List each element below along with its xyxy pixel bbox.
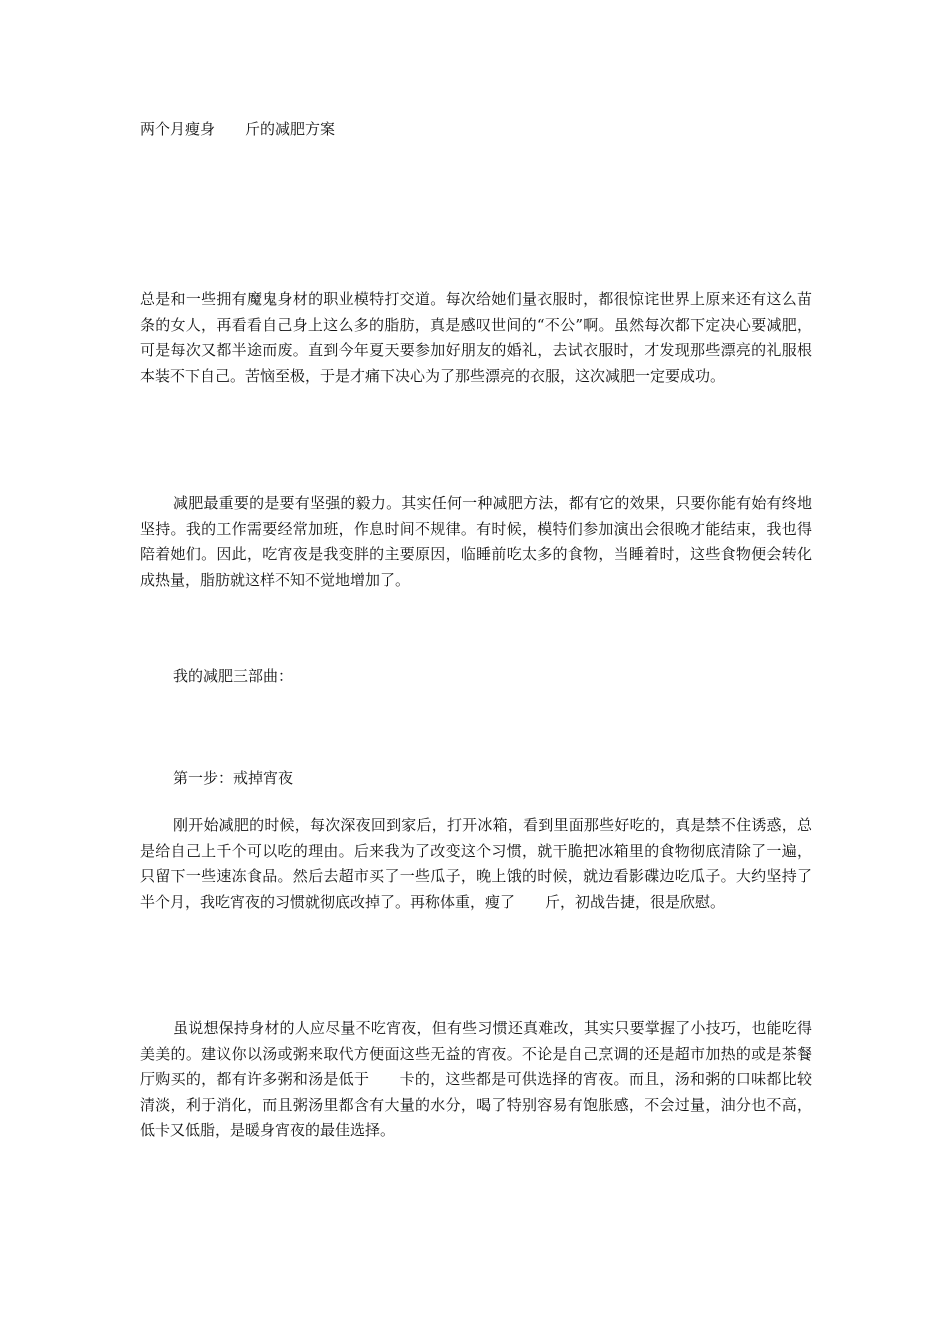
paragraph-step-1	[140, 813, 812, 915]
paragraph-three-steps: 我的减肥三部曲：	[173, 667, 294, 685]
paragraph-step-1-part-1: 刚开始减肥的时候，每次深夜回到家后，打开冰箱，看到里面那些好吃的，真是禁不住诱惑，总是给自己上千个可以吃的理由。后来我为了改变这个习惯，就干脆把冰箱里的食物彻底清除了一遍，只留下一些速冻食品。然后去超市买了一些瓜子，晚上饿的时候，就边看影碟边吃瓜子。大约坚持了半个月，我吃宵夜的习惯就彻底改掉了。再称体重，瘦了	[140, 816, 812, 911]
paragraph-step-1-part-2: 斤，初战告捷，很是欣慰。	[545, 892, 726, 911]
paragraph-willpower: 减肥最重要的是要有坚强的毅力。其实任何一种减肥方法，都有它的效果，只要你能有始有终地坚持。我的工作需要经常加班，作息时间不规律。有时候，模特们参加演出会很晚才能结束，我也得陪着她们。因此，吃宵夜是我变胖的主要原因，临睡前吃太多的食物，当睡着时，这些食物便会转化成热量，脂肪就这样不知不觉地增加了。	[140, 494, 812, 589]
document-title	[140, 118, 335, 140]
title-part-2: 斤的减肥方案	[245, 120, 336, 138]
paragraph-soup-tip-part-2: 卡的，这些都是可供选择的宵夜。而且，汤和粥的口味都比较清淡，利于消化，而且粥汤里都含有大量的水分，喝了特别容易有饱胀感，不会过量，油分也不高，低卡又低脂，是暖身宵夜的最佳选择。	[140, 1070, 812, 1139]
paragraph-intro: 总是和一些拥有魔鬼身材的职业模特打交道。每次给她们量衣服时，都很惊诧世界上原来还有这么苗条的女人，再看看自己身上这么多的脂肪，真是感叹世间的“不公”啊。虽然每次都下定决心要减肥，可是每次又都半途而废。直到今年夏天要参加好朋友的婚礼，去试衣服时，才发现那些漂亮的礼服根本装不下自己。苦恼至极，于是才痛下决心为了那些漂亮的衣服，这次减肥一定要成功。	[140, 290, 812, 385]
title-part-1: 两个月瘦身	[140, 120, 216, 138]
step-1-heading: 第一步：戒掉宵夜	[173, 769, 294, 787]
paragraph-soup-tip-part-1: 虽说想保持身材的人应尽量不吃宵夜，但有些习惯还真难改，其实只要掌握了小技巧，也能吃得美美的。建议你以汤或粥来取代方便面这些无益的宵夜。不论是自己烹调的还是超市加热的或是茶餐厅购买的，都有许多粥和汤是低于	[140, 1019, 812, 1088]
paragraph-soup-tip	[140, 1016, 812, 1144]
